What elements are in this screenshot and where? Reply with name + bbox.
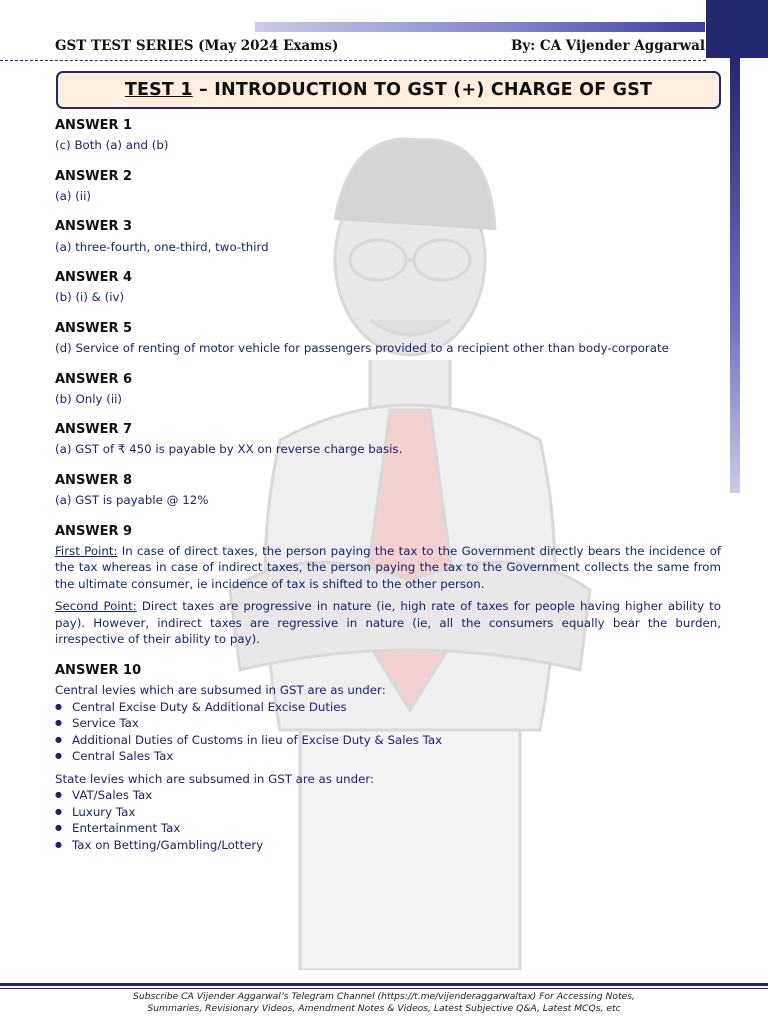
first-point-text: In case of direct taxes, the person paying the tax to the Government directly bears the incidence of the tax whereas in case of indirect taxes, the person paying the tax to the Government collects the same from the ultimate consumer, ie incidence of tax is shifted to the other person. (55, 543, 721, 591)
list-item: ● Additional Duties of Customs in lieu of Excise Duty & Sales Tax (55, 732, 721, 749)
answer-block (55, 117, 721, 154)
answer-heading: ANSWER 8 (55, 472, 133, 488)
test-title-box (56, 71, 721, 109)
answer-block-10 (55, 662, 721, 853)
test-title (125, 80, 652, 100)
footer-divider-thin (0, 988, 768, 989)
answer-heading: ANSWER 2 (55, 168, 133, 184)
answer-block (55, 421, 721, 458)
answer-block (55, 320, 721, 357)
answer-heading: ANSWER 3 (55, 219, 133, 235)
page-header (55, 38, 705, 58)
second-point-paragraph (55, 598, 721, 648)
answer-text: (d) Service of renting of motor vehicle for passengers provided to a recipient other than body-corporate (55, 341, 669, 355)
list-item: ● Entertainment Tax (55, 820, 721, 837)
page-footer (40, 991, 728, 1015)
list-item: ● Central Excise Duty & Additional Excise Duties (55, 699, 721, 716)
central-levies-list (55, 699, 721, 765)
answer-heading: ANSWER 4 (55, 270, 133, 286)
answer-text: (b) Only (ii) (55, 391, 122, 406)
answer-block (55, 472, 721, 509)
answer-text: (c) Both (a) and (b) (55, 138, 169, 153)
answer-block (55, 218, 721, 255)
list-item: ● VAT/Sales Tax (55, 787, 721, 804)
test-topic: – INTRODUCTION TO GST (+) CHARGE OF GST (192, 80, 653, 100)
header-decor-bar (255, 22, 705, 32)
corner-decor-block (706, 0, 768, 58)
answer-text: (a) three-fourth, one-third, two-third (55, 239, 269, 254)
first-point-paragraph (55, 543, 721, 593)
central-levies-intro: Central levies which are subsumed in GST are as under: (55, 683, 386, 698)
list-item: ● Service Tax (55, 715, 721, 732)
footer-line-1: Subscribe CA Vijender Aggarwal’s Telegram Channel (https://t.me/vijenderaggarwaltax) For Accessing Notes, (133, 991, 635, 1002)
second-point-text: Direct taxes are progressive in nature (ie, high rate of taxes for people having higher ability to pay). However, indirect taxes are regressive in nature (ie, all the consumers equally bear the burden, irrespective of their ability to pay). (55, 599, 721, 647)
header-divider (0, 60, 706, 61)
answer-block (55, 168, 721, 205)
answer-heading: ANSWER 9 (55, 523, 133, 539)
answer-text: (b) (i) & (iv) (55, 290, 125, 305)
answer-text: (a) GST of ₹ 450 is payable by XX on reverse charge basis. (55, 442, 403, 457)
first-point-label: First Point: (55, 543, 118, 558)
author-name: By: CA Vijender Aggarwal (510, 38, 705, 54)
footer-line-2: Summaries, Revisionary Videos, Amendment Notes & Videos, Latest Subjective Q&A, Latest MCQs, etc (147, 1003, 621, 1014)
state-levies-intro: State levies which are subsumed in GST are as under: (55, 771, 374, 786)
answer-heading: ANSWER 5 (55, 320, 133, 336)
answer-block (55, 371, 721, 408)
list-item: ● Luxury Tax (55, 804, 721, 821)
answer-text: (a) (ii) (55, 188, 91, 203)
answer-block-9 (55, 523, 721, 648)
state-levies-list (55, 787, 721, 853)
footer-divider (0, 983, 768, 986)
answer-block (55, 269, 721, 306)
list-item: ● Tax on Betting/Gambling/Lottery (55, 837, 721, 854)
test-number: TEST 1 (124, 80, 193, 100)
second-point-label: Second Point: (55, 599, 137, 614)
answer-heading: ANSWER 7 (55, 422, 133, 438)
series-title: GST TEST SERIES (May 2024 Exams) (55, 38, 339, 54)
side-decor-bar (730, 58, 740, 493)
answer-heading: ANSWER 1 (55, 118, 133, 133)
list-item: ● Central Sales Tax (55, 748, 721, 765)
answer-heading: ANSWER 10 (55, 662, 142, 678)
answer-text: (a) GST is payable @ 12% (55, 493, 209, 508)
answers-content (55, 117, 721, 867)
answer-heading: ANSWER 6 (55, 371, 133, 387)
